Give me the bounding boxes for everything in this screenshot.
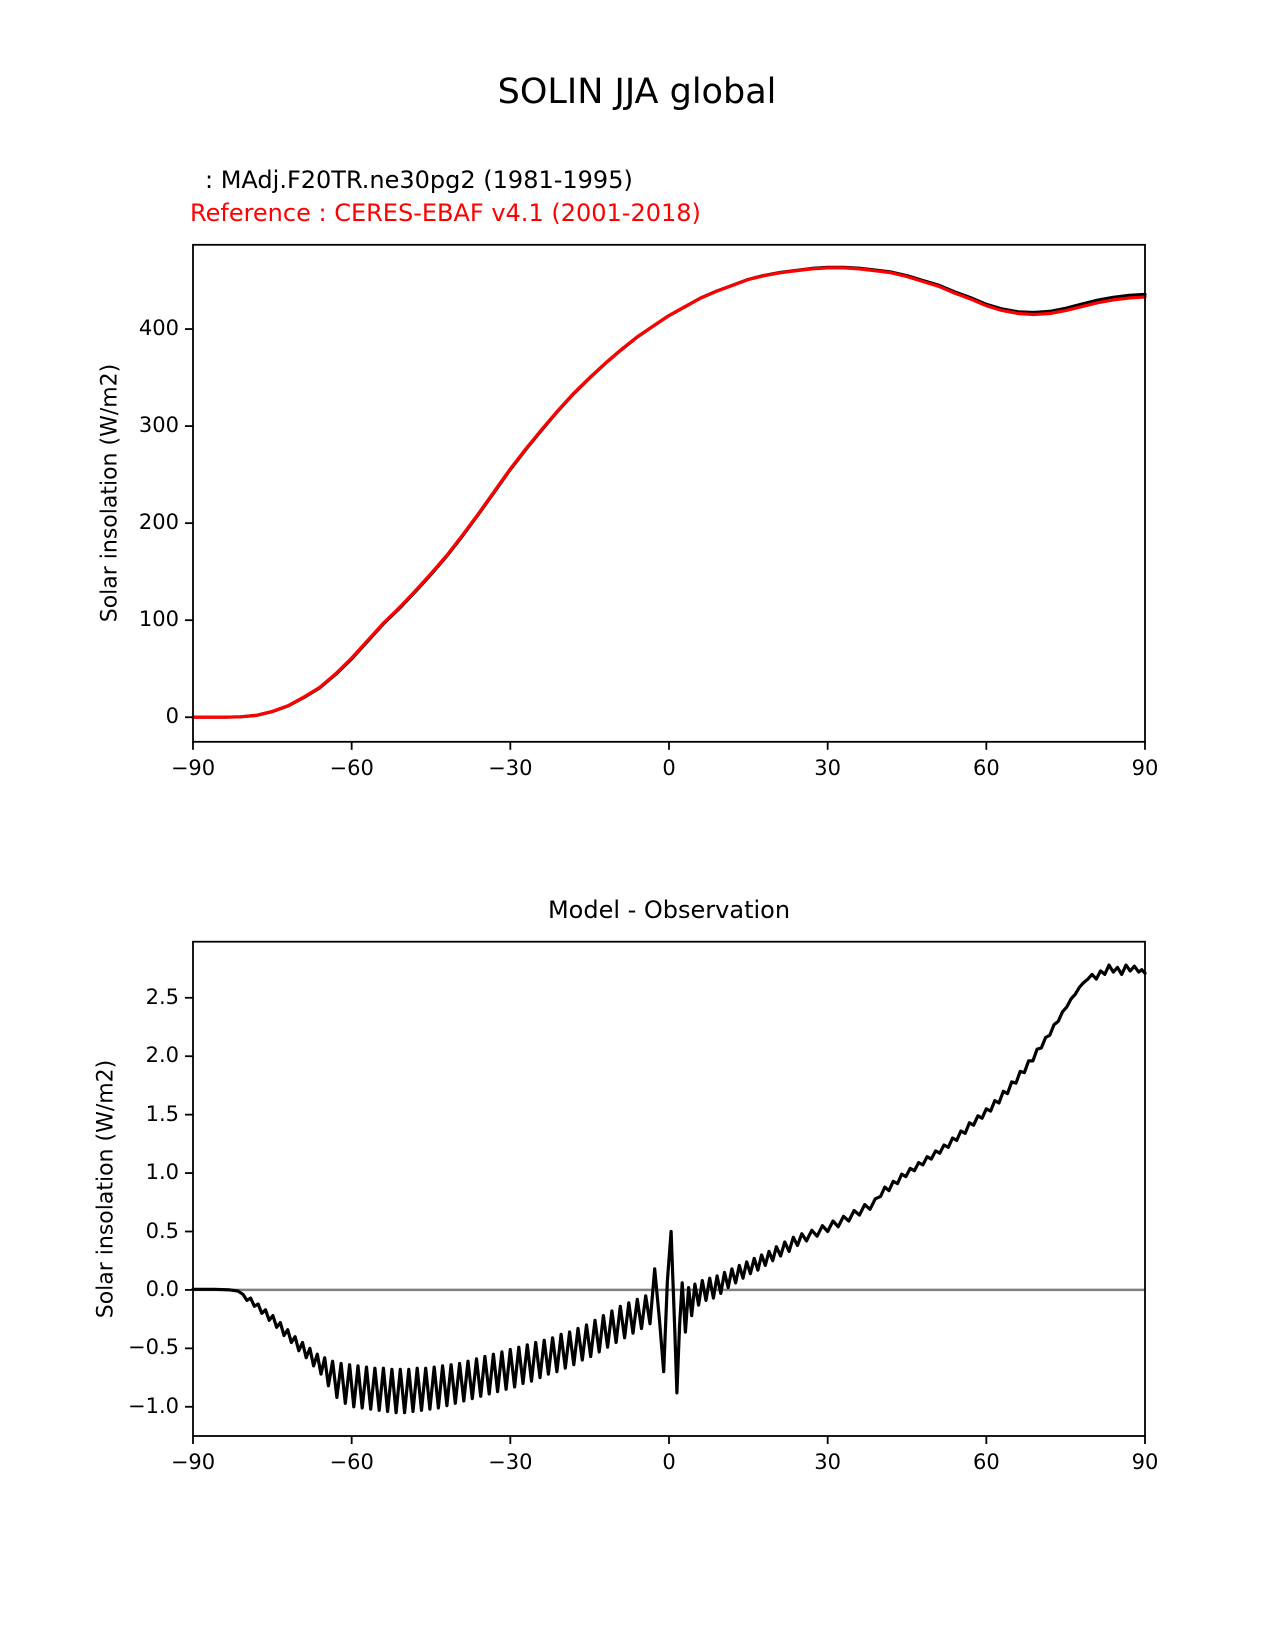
top-x-tick-label: −90 bbox=[170, 755, 216, 780]
bottom-y-axis-label: Solar insolation (W/m2) bbox=[93, 1059, 119, 1319]
difference-curve bbox=[193, 965, 1145, 1413]
bottom-y-tick-label: −1.0 bbox=[128, 1393, 179, 1418]
bottom-x-tick-label: 60 bbox=[972, 1450, 1000, 1474]
bottom-axes-frame bbox=[193, 942, 1145, 1436]
bottom-x-tick-label: 30 bbox=[814, 1450, 842, 1474]
top-axes-frame bbox=[193, 245, 1145, 742]
figure-title: SOLIN JJA global bbox=[497, 72, 777, 112]
legend-model-label: : MAdj.F20TR.ne30pg2 (1981-1995) bbox=[205, 166, 633, 194]
top-y-tick-label: 400 bbox=[138, 316, 179, 341]
top-y-tick-label: 200 bbox=[138, 510, 179, 535]
top-x-tick-label: −30 bbox=[488, 755, 533, 780]
bottom-y-tick-label: 1.0 bbox=[145, 1160, 179, 1185]
top-x-tick-label: 90 bbox=[1131, 755, 1159, 780]
legend-reference-label: Reference : CERES-EBAF v4.1 (2001-2018) bbox=[190, 199, 701, 227]
bottom-y-tick-label: 2.5 bbox=[145, 984, 179, 1009]
bottom-x-tick-label: 90 bbox=[1131, 1450, 1159, 1474]
top-y-tick-label: 300 bbox=[138, 413, 179, 438]
bottom-y-tick-label: 0.5 bbox=[145, 1218, 179, 1243]
bottom-y-tick-label: 1.5 bbox=[145, 1101, 179, 1126]
top-x-tick-label: 60 bbox=[972, 755, 1000, 780]
model-curve bbox=[193, 267, 1145, 717]
bottom-x-tick-label: −60 bbox=[329, 1450, 374, 1474]
top-x-tick-label: 30 bbox=[814, 755, 842, 780]
top-y-axis-label: Solar insolation (W/m2) bbox=[97, 363, 123, 623]
bottom-x-tick-label: −90 bbox=[170, 1450, 216, 1474]
bottom-x-tick-label: −30 bbox=[488, 1450, 533, 1474]
top-y-tick-label: 0 bbox=[165, 704, 179, 729]
reference-curve bbox=[193, 268, 1145, 717]
bottom-chart-title: Model - Observation bbox=[547, 896, 791, 924]
bottom-x-tick-label: 0 bbox=[662, 1450, 676, 1474]
top-x-tick-label: 0 bbox=[662, 755, 676, 780]
bottom-y-tick-label: −0.5 bbox=[128, 1335, 179, 1360]
top-y-tick-label: 100 bbox=[138, 607, 179, 632]
bottom-y-tick-label: 0.0 bbox=[145, 1276, 179, 1301]
bottom-y-tick-label: 2.0 bbox=[145, 1043, 179, 1068]
top-x-tick-label: −60 bbox=[329, 755, 374, 780]
